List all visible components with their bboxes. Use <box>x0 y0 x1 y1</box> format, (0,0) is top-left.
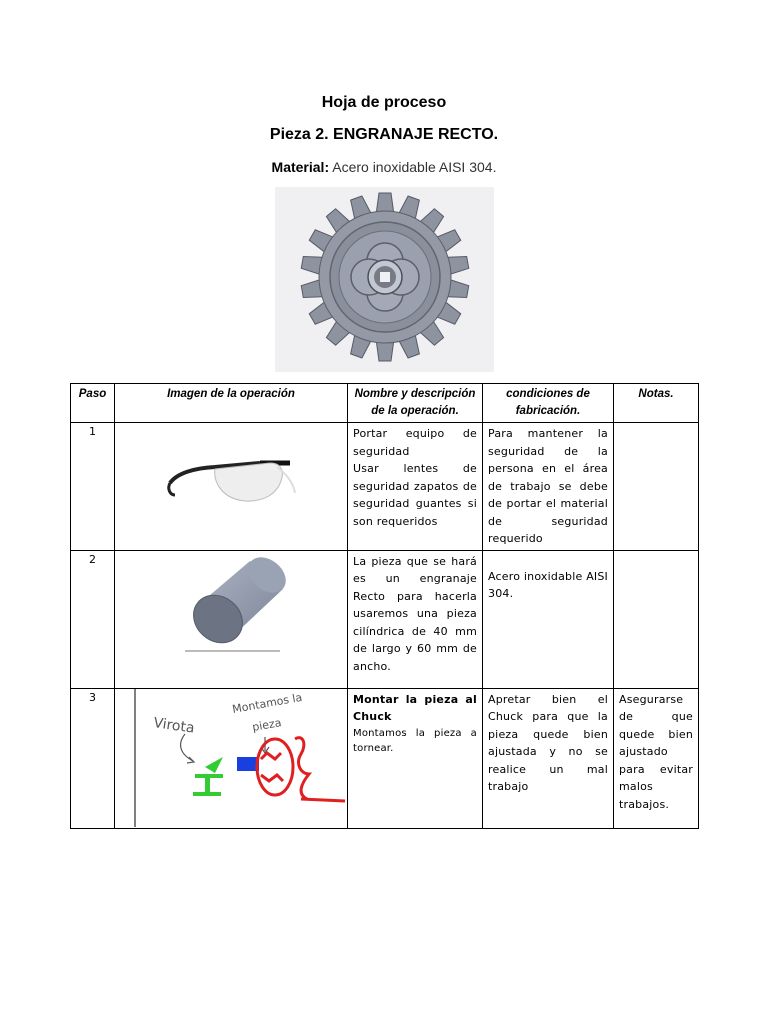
header-imagen: Imagen de la operación <box>115 384 348 423</box>
material-label: Material: <box>271 159 330 175</box>
table-row <box>71 423 699 551</box>
material-value: Acero inoxidable AISI 304. <box>332 159 497 175</box>
sketch-label-right-2: pieza <box>251 715 283 734</box>
row-nombre: La pieza que se hará es un engranaje Recto para hacerla usaremos una pieza cilíndrica de 40 mm de largo y 60 mm de ancho. <box>348 550 483 688</box>
row-paso: 1 <box>71 423 115 551</box>
row-nombre-title: Portar equipo de seguridad <box>353 427 477 458</box>
row-nombre-title: Montar la pieza al Chuck <box>353 692 477 723</box>
row-descripcion: Usar lentes de seguridad zapatos de seguridad guantes si son requeridos <box>353 462 477 528</box>
row-nombre <box>348 688 483 828</box>
process-table <box>70 383 699 829</box>
sketch-label-left: Virota <box>152 714 196 737</box>
material-line <box>0 159 768 175</box>
row-condiciones: Para mantener la seguridad de la persona en el área de trabajo se debe de portar el material de seguridad requerido <box>483 423 614 551</box>
row-paso: 3 <box>71 688 115 828</box>
cylinder-image <box>115 550 348 688</box>
row-paso: 2 <box>71 550 115 688</box>
piece-title: Pieza 2. ENGRANAJE RECTO. <box>269 126 499 143</box>
row-descripcion: Montamos la pieza a tornear. <box>353 727 477 754</box>
row-notas: Asegurarse de que quede bien ajustado para evitar malos trabajos. <box>614 688 699 828</box>
sketch-image <box>115 688 348 828</box>
gear-image <box>275 187 494 372</box>
page-title: Hoja de proceso <box>321 94 447 111</box>
header-nombre: Nombre y descripción de la operación. <box>348 384 483 423</box>
table-row <box>71 688 699 828</box>
header-paso: Paso <box>71 384 115 423</box>
table-row <box>71 550 699 688</box>
row-notas <box>614 423 699 551</box>
glasses-image <box>115 423 348 551</box>
row-condiciones: Acero inoxidable AISI 304. <box>483 550 614 688</box>
row-notas <box>614 550 699 688</box>
header-notas: Notas. <box>614 384 699 423</box>
row-nombre <box>348 423 483 551</box>
row-condiciones: Apretar bien el Chuck para que la pieza quede bien ajustada y no se realice un mal trabajo <box>483 688 614 828</box>
sketch-label-right-1: Montamos la <box>231 690 304 716</box>
header-condiciones: condiciones de fabricación. <box>483 384 614 423</box>
table-header-row <box>71 384 699 423</box>
